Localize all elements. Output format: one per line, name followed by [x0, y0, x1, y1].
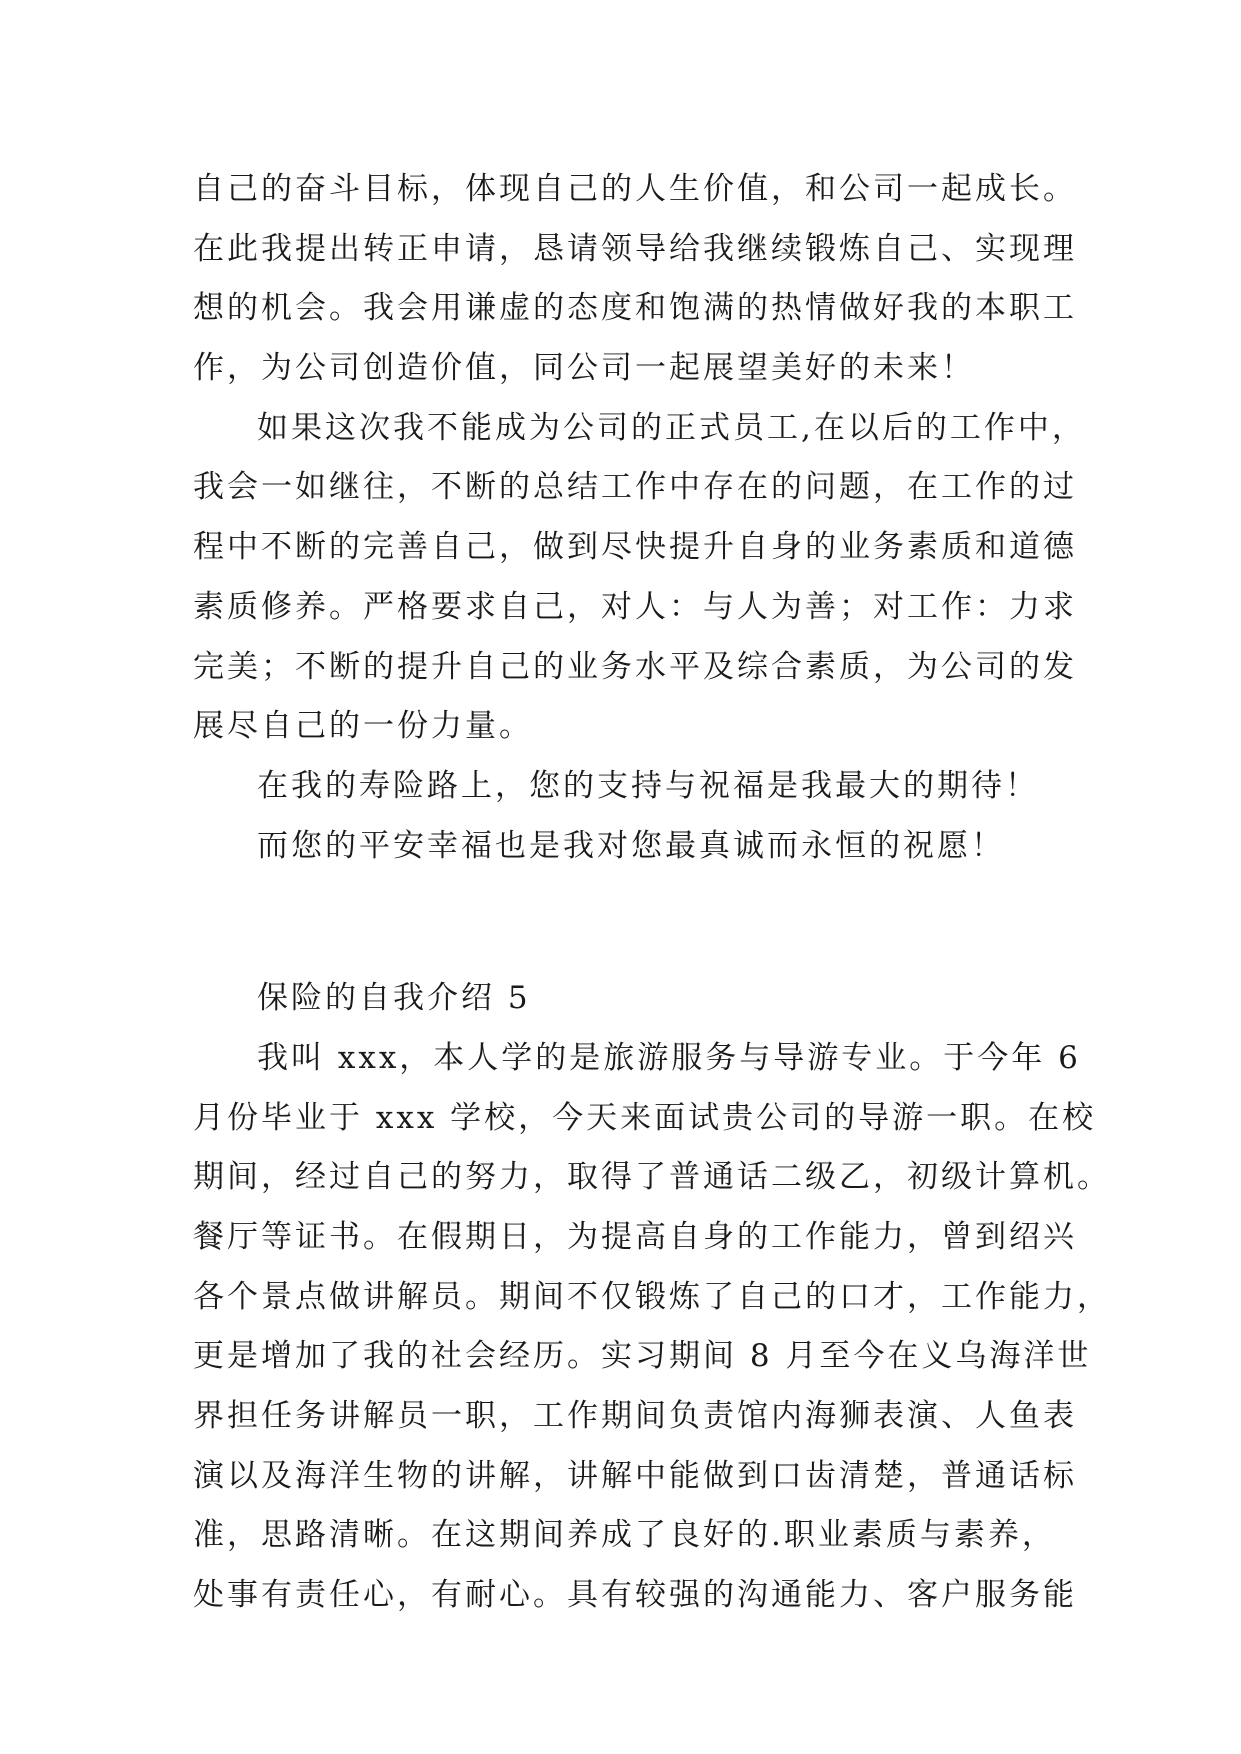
paragraph-line: 而您的平安幸福也是我对您最真诚而永恒的祝愿！: [257, 827, 1005, 864]
paragraph-line: 在我的寿险路上，您的支持与祝福是我最大的期待！: [257, 767, 1039, 804]
paragraph-line: 作，为公司创造价值，同公司一起展望美好的未来！: [193, 350, 975, 387]
paragraph-line: 界担任务讲解员一职，工作期间负责馆内海狮表演、人鱼表: [193, 1398, 1077, 1435]
paragraph-line: 展尽自己的一份力量。: [193, 708, 533, 745]
paragraph-line: 处事有责任心，有耐心。具有较强的沟通能力、客户服务能: [193, 1577, 1077, 1614]
paragraph-line: 在此我提出转正申请，恳请领导给我继续锻炼自己、实现理: [193, 230, 1077, 267]
paragraph-line: 如果这次我不能成为公司的正式员工,在以后的工作中，: [257, 409, 1086, 446]
section-heading: 保险的自我介绍 5: [257, 980, 531, 1017]
paragraph-line: 期间，经过自己的努力，取得了普通话二级乙，初级计算机。: [193, 1159, 1111, 1196]
paragraph-line: 演以及海洋生物的讲解，讲解中能做到口齿清楚，普通话标: [193, 1457, 1077, 1494]
paragraph-line: 我会一如继往，不断的总结工作中存在的问题，在工作的过: [193, 469, 1077, 506]
paragraph-line: 素质修养。严格要求自己，对人：与人为善；对工作：力求: [193, 588, 1077, 625]
paragraph-line: 我叫 xxx，本人学的是旅游服务与导游专业。于今年 6: [257, 1039, 1081, 1076]
paragraph-line: 月份毕业于 xxx 学校，今天来面试贵公司的导游一职。在校: [193, 1099, 1097, 1136]
paragraph-line: 完美；不断的提升自己的业务水平及综合素质，为公司的发: [193, 648, 1077, 685]
paragraph-line: 各个景点做讲解员。期间不仅锻炼了自己的口才，工作能力，: [193, 1278, 1111, 1315]
paragraph-line: 更是增加了我的社会经历。实习期间 8 月至今在义乌海洋世: [193, 1338, 1092, 1375]
paragraph-line: 餐厅等证书。在假期日，为提高自身的工作能力，曾到绍兴: [193, 1219, 1077, 1255]
paragraph-line: 程中不断的完善自己，做到尽快提升自身的业务素质和道德: [193, 529, 1077, 566]
paragraph-line: 准，思路清晰。在这期间养成了良好的.职业素质与素养，: [193, 1517, 1056, 1554]
paragraph-line: 自己的奋斗目标，体现自己的人生价值，和公司一起成长。: [193, 171, 1077, 207]
section-gap: [193, 876, 1063, 969]
paragraph-line: 想的机会。我会用谦虚的态度和饱满的热情做好我的本职工: [193, 290, 1077, 327]
document-body: [193, 160, 1111, 1626]
